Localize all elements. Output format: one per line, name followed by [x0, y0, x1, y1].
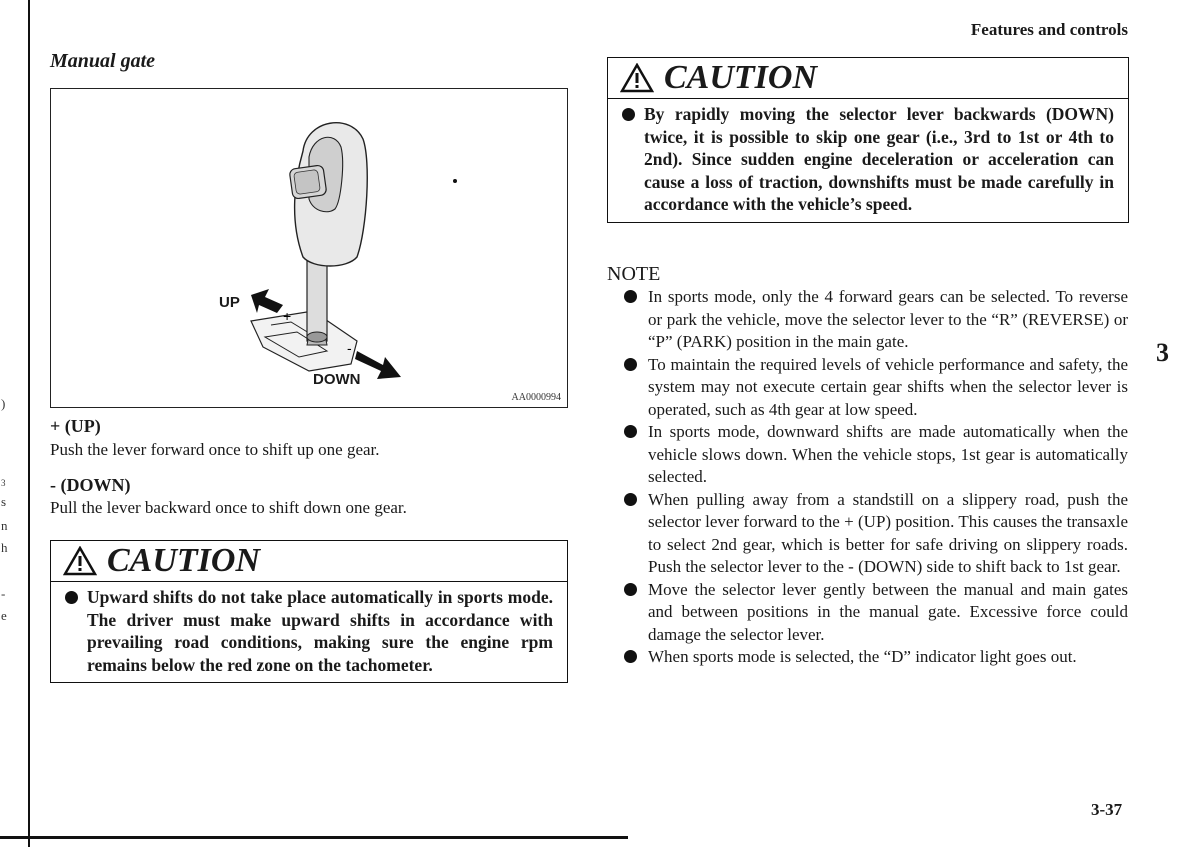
shift-lever-illustration: [51, 89, 567, 407]
note-title: NOTE: [607, 263, 661, 285]
list-item: In sports mode, downward shifts are made automatically when the vehicle slows down. When the vehicle stops, 1st gear is automatically selected.: [622, 421, 1128, 489]
manual-gate-figure: [50, 88, 568, 408]
bullet-icon: [65, 591, 78, 604]
definition-term-up: + (UP): [50, 416, 101, 436]
up-label: UP: [219, 294, 240, 311]
list-item: Move the selector lever gently between the manual and main gates and between positions in the manual gate. Excessive force could damage the selector lever.: [622, 579, 1128, 647]
edge-fragment: ): [1, 396, 6, 411]
binding-edge-fragments: [0, 0, 14, 847]
list-item: In sports mode, only the 4 forward gears can be selected. To reverse or park the vehicle, move the selector lever to the “R” (REVERSE) or “P” (PARK) position in the main gate.: [622, 286, 1128, 354]
caution-text: By rapidly moving the selector lever backwards (DOWN) twice, it is possible to skip one gear (i.e., 3rd to 1st or 4th to 2nd). Since sudden engine deceleration or acceleration can cause a loss of traction, downshifts must be made carefully in accordance with the vehicle’s speed.: [608, 99, 1128, 222]
definition-term-down: - (DOWN): [50, 475, 131, 495]
bullet-icon: [624, 290, 637, 303]
edge-fragment: h: [1, 540, 8, 555]
edge-fragment: e: [1, 608, 7, 623]
caution-box-left: [50, 540, 568, 683]
page-number: 3-37: [1091, 800, 1123, 819]
running-header: Features and controls: [970, 20, 1128, 39]
edge-fragment: n: [1, 518, 8, 533]
edge-fragment: -: [1, 586, 6, 601]
warning-triangle-icon: [620, 63, 654, 93]
figure-code: AA0000994: [511, 392, 561, 403]
svg-text:+: +: [283, 308, 292, 324]
binding-rule: [28, 0, 30, 847]
caution-box-right: [607, 57, 1129, 223]
caution-heading: [608, 58, 1128, 99]
bullet-icon: [624, 650, 637, 663]
caution-text: Upward shifts do not take place automatically in sports mode. The driver must make upward shifts in accordance with prevailing road conditions, making sure the engine rpm remains below the red zone on the tachometer.: [51, 582, 567, 682]
bullet-icon: [624, 425, 637, 438]
definition-desc-down: Pull the lever backward once to shift down one gear.: [50, 498, 407, 517]
list-item: When sports mode is selected, the “D” indicator light goes out.: [622, 646, 1128, 669]
edge-fragment: 3: [1, 478, 6, 488]
warning-triangle-icon: [63, 546, 97, 576]
list-item: To maintain the required levels of vehicle performance and safety, the system may not execute certain gear shifts when the selector lever is operated, such as 4th gear at low speed.: [622, 354, 1128, 422]
down-label: DOWN: [313, 371, 361, 388]
bullet-icon: [624, 583, 637, 596]
caution-heading-text: CAUTION: [664, 59, 818, 96]
bullet-icon: [624, 358, 637, 371]
section-title: Manual gate: [50, 50, 156, 72]
definition-desc-up: Push the lever forward once to shift up one gear.: [50, 440, 380, 459]
edge-fragment: s: [1, 494, 7, 509]
svg-text:-: -: [347, 340, 352, 356]
caution-heading-text: CAUTION: [107, 542, 261, 579]
caution-heading: [51, 541, 567, 582]
chapter-tab: 3: [1156, 338, 1169, 367]
bottom-rule: [0, 836, 628, 839]
list-item: When pulling away from a standstill on a slippery road, push the selector lever forward to the + (UP) position. This causes the transaxle to select 2nd gear, which is better for safe driving on slippery roads. Push the selector lever to the - (DOWN) side to shift back to 1st gear.: [622, 489, 1128, 579]
bullet-icon: [624, 493, 637, 506]
note-list: [622, 286, 1128, 669]
bullet-icon: [622, 108, 635, 121]
